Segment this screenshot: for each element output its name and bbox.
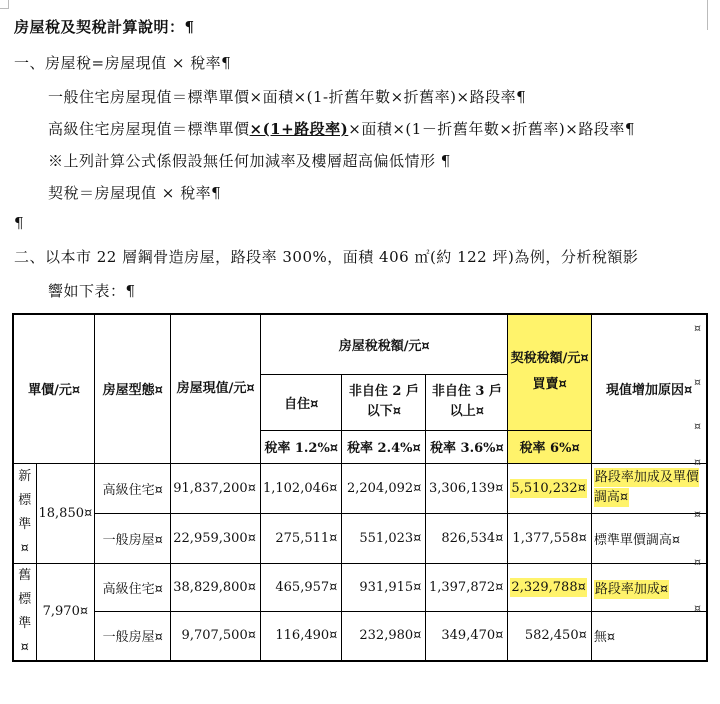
row-end-mark: ¤ bbox=[694, 602, 701, 615]
reason: 無¤ bbox=[591, 612, 707, 661]
row-end-mark: ¤ bbox=[694, 376, 701, 389]
tax-non-self-2: 551,023¤ bbox=[342, 513, 426, 563]
table-row bbox=[13, 463, 707, 513]
tax-self: 1,102,046¤ bbox=[260, 463, 341, 513]
house-value: 9,707,500¤ bbox=[171, 612, 261, 661]
page-margin-line bbox=[707, 0, 708, 30]
tax-non-self-2: 931,915¤ bbox=[342, 563, 426, 612]
head-reason: 現值增加原因¤ bbox=[591, 314, 707, 463]
head-unit-price: 單價/元¤ bbox=[13, 314, 95, 463]
rate-deed: 稅率 6%¤ bbox=[508, 430, 591, 463]
section-2-line-2: 響如下表：¶ bbox=[48, 282, 136, 300]
table-row bbox=[13, 513, 707, 563]
head-non-self-2: 非自住 2 戶以下¤ bbox=[342, 374, 426, 430]
deed-tax: 5,510,232¤ bbox=[508, 463, 591, 513]
tax-table bbox=[12, 313, 708, 662]
house-value: 22,959,300¤ bbox=[171, 513, 261, 563]
group-unit-price: 18,850¤ bbox=[36, 463, 95, 563]
head-deed-tax-group bbox=[508, 314, 591, 430]
rate-non-self-3: 稅率 3.6%¤ bbox=[426, 430, 508, 463]
house-type: 高級住宅¤ bbox=[95, 563, 171, 612]
tax-non-self-3: 1,397,872¤ bbox=[426, 563, 508, 612]
group-label: 舊標準¤ bbox=[13, 563, 36, 661]
deed-tax-formula: 契稅＝房屋現值 × 稅率¶ bbox=[48, 184, 222, 202]
table-row bbox=[13, 563, 707, 612]
reason: 標準單價調高¤ bbox=[591, 513, 707, 563]
reason: 路段率加成及單價調高¤ bbox=[591, 463, 707, 513]
group-unit-price: 7,970¤ bbox=[36, 563, 95, 661]
tax-non-self-2: 232,980¤ bbox=[342, 612, 426, 661]
head-property-tax: 房屋稅稅額/元¤ bbox=[260, 314, 507, 374]
row-end-mark: ¤ bbox=[694, 456, 701, 469]
row-end-mark: ¤ bbox=[694, 322, 701, 335]
reason: 路段率加成¤ bbox=[591, 563, 707, 612]
head-deed-tax: 契稅稅額/元¤ bbox=[510, 351, 589, 367]
formula-luxury-house bbox=[48, 118, 635, 139]
tax-non-self-3: 3,306,139¤ bbox=[426, 463, 508, 513]
formula-luxury-emphasis: ×(1+路段率) bbox=[249, 120, 349, 138]
house-type: 一般房屋¤ bbox=[95, 513, 171, 563]
section-2-line-1: 二、以本市 22 層鋼骨造房屋，路段率 300%，面積 406 ㎡(約 122 坪)為例，分析稅額影 bbox=[14, 248, 639, 266]
tax-non-self-3: 826,534¤ bbox=[426, 513, 508, 563]
row-end-mark: ¤ bbox=[694, 420, 701, 433]
group-label: 新標準¤ bbox=[13, 463, 36, 563]
house-value: 38,829,800¤ bbox=[171, 563, 261, 612]
section-1-heading: 一、房屋稅=房屋現值 × 稅率¶ bbox=[14, 54, 232, 72]
tax-self: 465,957¤ bbox=[260, 563, 341, 612]
deed-tax: 1,377,558¤ bbox=[508, 513, 591, 563]
tax-self: 116,490¤ bbox=[260, 612, 341, 661]
head-non-self-3: 非自住 3 戶以上¤ bbox=[426, 374, 508, 430]
blank-paragraph-mark: ¶ bbox=[14, 214, 25, 232]
tax-non-self-2: 2,204,092¤ bbox=[342, 463, 426, 513]
tax-self: 275,511¤ bbox=[260, 513, 341, 563]
house-type: 一般房屋¤ bbox=[95, 612, 171, 661]
deed-tax: 2,329,788¤ bbox=[508, 563, 591, 612]
head-house-type: 房屋型態¤ bbox=[95, 314, 171, 463]
formula-luxury-prefix: 高級住宅房屋現值＝標準單價 bbox=[48, 120, 250, 138]
head-self-use: 自住¤ bbox=[260, 374, 341, 430]
head-house-value: 房屋現值/元¤ bbox=[171, 314, 261, 463]
rate-non-self-2: 稅率 2.4%¤ bbox=[342, 430, 426, 463]
table-row bbox=[13, 612, 707, 661]
row-end-mark: ¤ bbox=[694, 556, 701, 569]
formula-note: ※上列計算公式係假設無任何加減率及樓層超高偏低情形 ¶ bbox=[48, 152, 451, 170]
formula-general-house: 一般住宅房屋現值＝標準單價×面積×(1-折舊年數×折舊率)×路段率¶ bbox=[48, 88, 527, 106]
house-value: 91,837,200¤ bbox=[171, 463, 261, 513]
doc-title: 房屋稅及契稅計算說明：¶ bbox=[14, 18, 195, 36]
tax-non-self-3: 349,470¤ bbox=[426, 612, 508, 661]
house-type: 高級住宅¤ bbox=[95, 463, 171, 513]
row-end-mark: ¤ bbox=[694, 508, 701, 521]
deed-tax: 582,450¤ bbox=[508, 612, 591, 661]
formula-luxury-suffix: ×面積×(1－折舊年數×折舊率)×路段率¶ bbox=[348, 120, 635, 138]
rate-self: 稅率 1.2%¤ bbox=[260, 430, 341, 463]
head-sale: 買賣¤ bbox=[532, 377, 567, 393]
page-corner-mark bbox=[0, 0, 9, 9]
